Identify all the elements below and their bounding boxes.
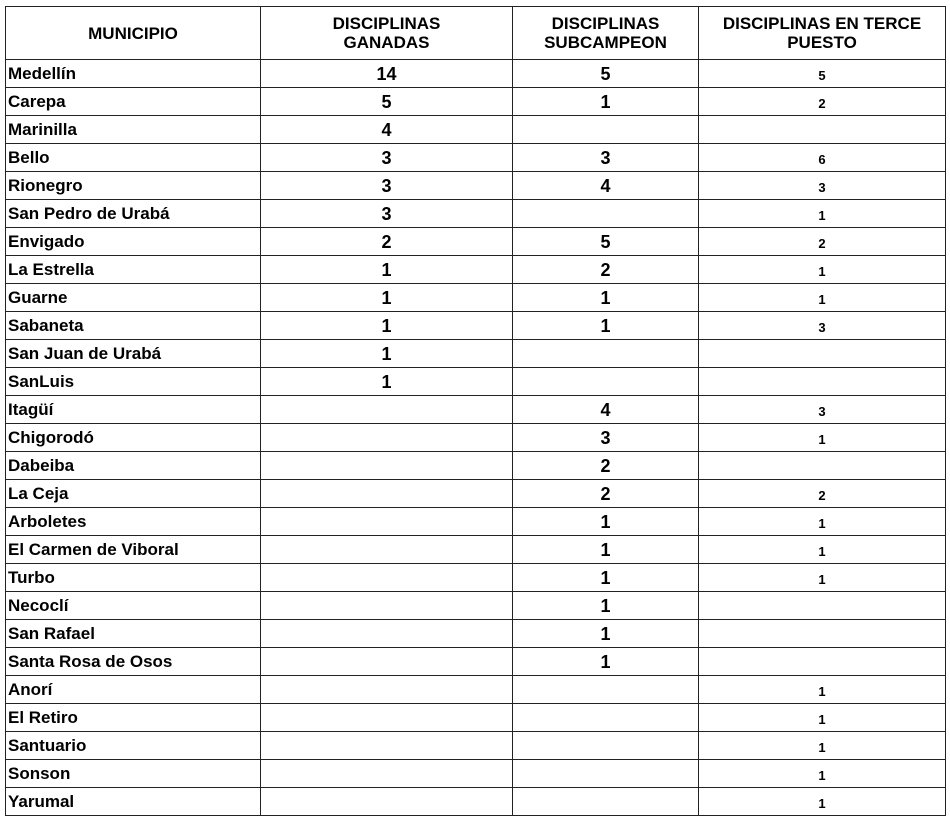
header-ganadas-line1: DISCIPLINAS <box>332 14 441 33</box>
cell-subcampeon: 2 <box>513 256 699 284</box>
cell-tercero: 6 <box>699 144 946 172</box>
header-tercero-line2: PUESTO <box>787 33 857 52</box>
table-row <box>6 676 946 704</box>
cell-municipio: Rionegro <box>6 172 261 200</box>
header-subcampeon-line1: DISCIPLINAS <box>551 14 660 33</box>
cell-subcampeon <box>513 200 699 228</box>
cell-subcampeon: 1 <box>513 88 699 116</box>
cell-tercero: 1 <box>699 788 946 816</box>
cell-ganadas: 1 <box>261 312 513 340</box>
cell-municipio: Medellín <box>6 60 261 88</box>
table-row <box>6 452 946 480</box>
cell-municipio: Bello <box>6 144 261 172</box>
table-row <box>6 424 946 452</box>
cell-subcampeon: 1 <box>513 508 699 536</box>
cell-ganadas: 4 <box>261 116 513 144</box>
cell-ganadas <box>261 536 513 564</box>
table-row <box>6 480 946 508</box>
table-row <box>6 228 946 256</box>
table-row <box>6 88 946 116</box>
cell-tercero: 1 <box>699 284 946 312</box>
cell-tercero <box>699 648 946 676</box>
cell-municipio: SanLuis <box>6 368 261 396</box>
cell-subcampeon <box>513 732 699 760</box>
cell-subcampeon: 1 <box>513 648 699 676</box>
cell-ganadas <box>261 620 513 648</box>
header-tercero-line1: DISCIPLINAS EN TERCE <box>722 14 922 33</box>
cell-ganadas <box>261 788 513 816</box>
table-row <box>6 200 946 228</box>
cell-tercero: 1 <box>699 508 946 536</box>
cell-ganadas <box>261 480 513 508</box>
header-row <box>6 7 946 60</box>
cell-tercero: 2 <box>699 228 946 256</box>
cell-subcampeon: 1 <box>513 284 699 312</box>
table-header <box>6 7 946 60</box>
cell-tercero <box>699 620 946 648</box>
cell-municipio: Arboletes <box>6 508 261 536</box>
cell-subcampeon: 3 <box>513 424 699 452</box>
cell-ganadas <box>261 396 513 424</box>
cell-municipio: Yarumal <box>6 788 261 816</box>
table-row <box>6 536 946 564</box>
table-row <box>6 592 946 620</box>
table-row <box>6 172 946 200</box>
table-body <box>6 60 946 816</box>
cell-municipio: San Rafael <box>6 620 261 648</box>
cell-municipio: Chigorodó <box>6 424 261 452</box>
header-subcampeon-line2: SUBCAMPEON <box>544 33 667 52</box>
table-row <box>6 256 946 284</box>
cell-ganadas: 3 <box>261 172 513 200</box>
cell-ganadas <box>261 564 513 592</box>
header-ganadas-line2: GANADAS <box>343 33 430 52</box>
cell-municipio: El Retiro <box>6 704 261 732</box>
cell-municipio: El Carmen de Viboral <box>6 536 261 564</box>
cell-municipio: Dabeiba <box>6 452 261 480</box>
header-ganadas <box>261 7 513 60</box>
cell-tercero <box>699 368 946 396</box>
cell-tercero: 1 <box>699 760 946 788</box>
cell-ganadas <box>261 424 513 452</box>
cell-tercero <box>699 452 946 480</box>
cell-subcampeon: 5 <box>513 60 699 88</box>
cell-subcampeon <box>513 340 699 368</box>
cell-ganadas: 14 <box>261 60 513 88</box>
cell-municipio: La Ceja <box>6 480 261 508</box>
header-tercero <box>699 7 946 60</box>
table-row <box>6 732 946 760</box>
table-row <box>6 508 946 536</box>
table-row <box>6 312 946 340</box>
cell-subcampeon: 2 <box>513 480 699 508</box>
cell-ganadas: 3 <box>261 144 513 172</box>
cell-subcampeon <box>513 676 699 704</box>
cell-tercero: 1 <box>699 676 946 704</box>
table-row <box>6 396 946 424</box>
cell-tercero: 2 <box>699 480 946 508</box>
cell-tercero: 1 <box>699 424 946 452</box>
table-row <box>6 368 946 396</box>
cell-municipio: Carepa <box>6 88 261 116</box>
cell-municipio: Necoclí <box>6 592 261 620</box>
cell-subcampeon <box>513 788 699 816</box>
cell-subcampeon <box>513 368 699 396</box>
cell-municipio: Sabaneta <box>6 312 261 340</box>
cell-tercero: 1 <box>699 704 946 732</box>
cell-ganadas <box>261 704 513 732</box>
cell-tercero: 2 <box>699 88 946 116</box>
cell-municipio: Turbo <box>6 564 261 592</box>
cell-subcampeon: 1 <box>513 592 699 620</box>
cell-ganadas: 3 <box>261 200 513 228</box>
cell-municipio: Sonson <box>6 760 261 788</box>
cell-tercero: 5 <box>699 60 946 88</box>
cell-subcampeon: 4 <box>513 396 699 424</box>
cell-subcampeon: 3 <box>513 144 699 172</box>
cell-tercero <box>699 592 946 620</box>
cell-ganadas <box>261 760 513 788</box>
cell-ganadas <box>261 452 513 480</box>
cell-ganadas: 1 <box>261 340 513 368</box>
cell-tercero: 3 <box>699 312 946 340</box>
cell-municipio: San Juan de Urabá <box>6 340 261 368</box>
cell-tercero: 3 <box>699 396 946 424</box>
table-row <box>6 284 946 312</box>
cell-municipio: La Estrella <box>6 256 261 284</box>
cell-ganadas: 1 <box>261 256 513 284</box>
cell-tercero <box>699 116 946 144</box>
cell-municipio: Itagüí <box>6 396 261 424</box>
cell-municipio: Anorí <box>6 676 261 704</box>
cell-subcampeon: 4 <box>513 172 699 200</box>
cell-subcampeon <box>513 760 699 788</box>
cell-ganadas: 2 <box>261 228 513 256</box>
cell-tercero: 1 <box>699 564 946 592</box>
results-table <box>5 6 946 816</box>
cell-tercero <box>699 340 946 368</box>
cell-subcampeon: 1 <box>513 536 699 564</box>
cell-ganadas: 1 <box>261 368 513 396</box>
cell-municipio: Envigado <box>6 228 261 256</box>
table-row <box>6 60 946 88</box>
cell-municipio: San Pedro de Urabá <box>6 200 261 228</box>
table-row <box>6 564 946 592</box>
table-row <box>6 704 946 732</box>
table-row <box>6 648 946 676</box>
cell-municipio: Guarne <box>6 284 261 312</box>
cell-tercero: 1 <box>699 256 946 284</box>
table-row <box>6 144 946 172</box>
cell-subcampeon: 1 <box>513 564 699 592</box>
cell-tercero: 1 <box>699 200 946 228</box>
cell-tercero: 1 <box>699 536 946 564</box>
header-municipio <box>6 7 261 60</box>
cell-subcampeon <box>513 116 699 144</box>
cell-subcampeon: 2 <box>513 452 699 480</box>
cell-ganadas <box>261 508 513 536</box>
cell-ganadas <box>261 648 513 676</box>
cell-municipio: Santuario <box>6 732 261 760</box>
cell-subcampeon <box>513 704 699 732</box>
header-subcampeon <box>513 7 699 60</box>
cell-subcampeon: 1 <box>513 620 699 648</box>
cell-subcampeon: 1 <box>513 312 699 340</box>
table-row <box>6 620 946 648</box>
cell-municipio: Santa Rosa de Osos <box>6 648 261 676</box>
table-row <box>6 760 946 788</box>
header-municipio-label: MUNICIPIO <box>88 23 178 43</box>
cell-ganadas <box>261 676 513 704</box>
cell-subcampeon: 5 <box>513 228 699 256</box>
cell-tercero: 3 <box>699 172 946 200</box>
cell-municipio: Marinilla <box>6 116 261 144</box>
table-row <box>6 788 946 816</box>
cell-tercero: 1 <box>699 732 946 760</box>
table-row <box>6 116 946 144</box>
cell-ganadas: 5 <box>261 88 513 116</box>
cell-ganadas <box>261 592 513 620</box>
cell-ganadas <box>261 732 513 760</box>
table-row <box>6 340 946 368</box>
cell-ganadas: 1 <box>261 284 513 312</box>
